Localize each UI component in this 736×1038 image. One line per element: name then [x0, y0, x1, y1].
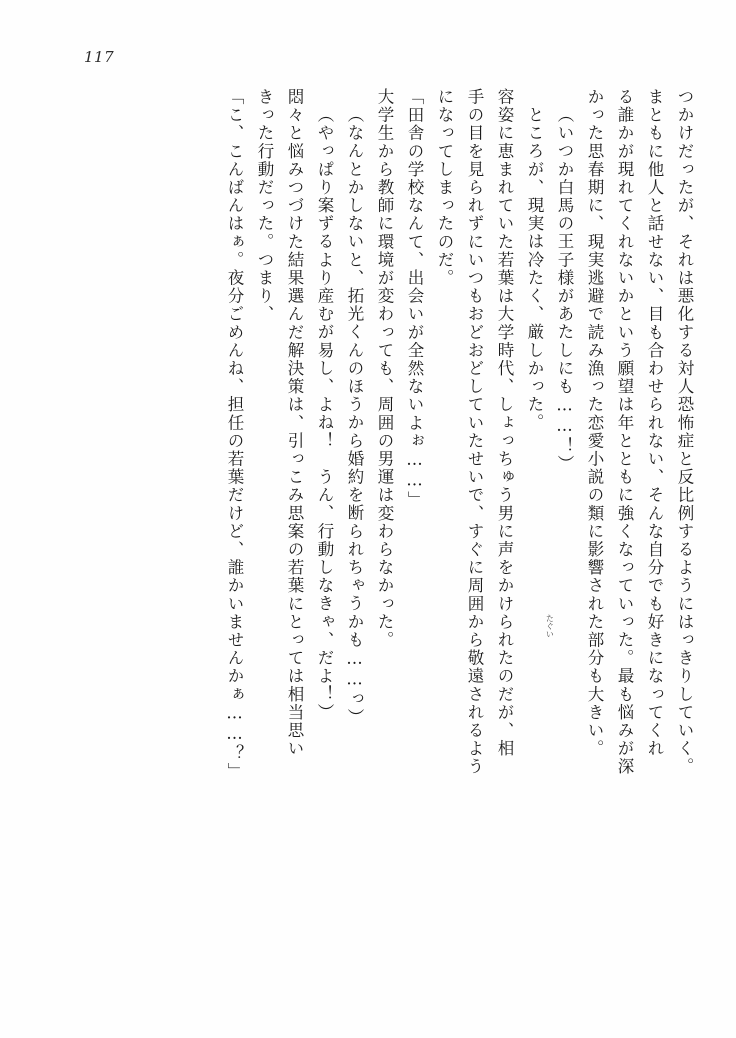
text-column: 容姿に恵まれていた若葉は大学時代、しょっちゅう男に声をかけられたのだが、相	[495, 88, 514, 758]
text-column: かった思春期に、現実逃避で読み漁った恋愛小説の類に影響された部分も大きい。	[585, 88, 604, 758]
text-column: 大学生から教師に環境が変わっても、周囲の男運は変わらなかった。	[375, 88, 394, 650]
text-column: 「こ、こんばんはぁ。夜分ごめんね、担任の若葉だけど、誰かいませんかぁ……？」	[225, 88, 244, 781]
text-column: まともに他人と話せない、目も合わせられない、そんな自分でも好きになってくれ	[645, 88, 664, 758]
text-column: （いつか白馬の王子様があたしにも……！）	[555, 106, 574, 473]
text-column: になってしまったのだ。	[435, 88, 454, 288]
text-column: きった行動だった。つまり、	[255, 88, 274, 324]
text-column: ところが、現実は冷たく、厳しかった。	[525, 106, 544, 432]
page-number: 117	[84, 48, 115, 66]
ruby-annotation: たぐい	[545, 614, 555, 638]
text-column: （なんとかしないと、拓光くんのほうから婚約を断られちゃうかも……っ）	[345, 106, 364, 727]
text-column: つかけだったが、それは悪化する対人恐怖症と反比例するようにはっきりしていく。	[675, 88, 694, 776]
text-column: 悶々と悩みつづけた結果選んだ解決策は、引っこみ思案の若葉にとっては相当思い	[285, 88, 304, 758]
text-column: る誰かが現れてくれないかという願望は年とともに強くなっていった。最も悩みが深	[615, 88, 634, 776]
text-column: 手の目を見られずにいつもおどおどしていたせいで、すぐに周囲から敬遠されるよう	[465, 88, 484, 776]
text-column: （やっぱり案ずるより産むが易し、よね！ うん、行動しなきゃ、だよ！）	[315, 106, 334, 722]
vertical-text-body	[44, 88, 692, 968]
text-column: 「田舎の学校なんて、出会いが全然ないよぉ……」	[405, 88, 424, 510]
